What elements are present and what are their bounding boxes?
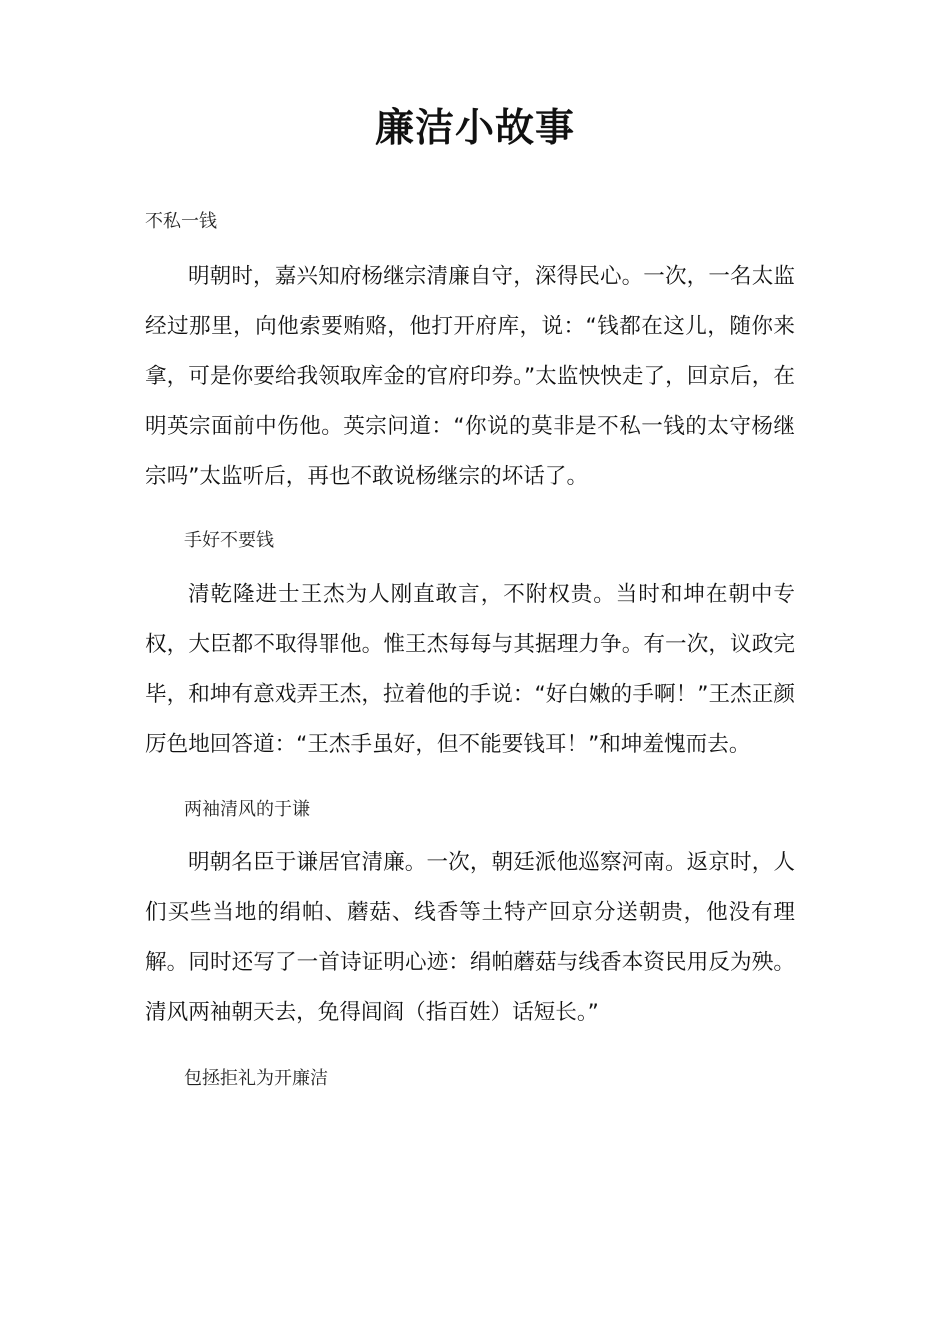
section-paragraph-2: 清乾隆进士王杰为人刚直敢言，不附权贵。当时和坤在朝中专权，大臣都不取得罪他。惟王杰每每与其据理力争。有一次，议政完毕，和坤有意戏弄王杰，拉着他的手说：“好白嫩的手啊！”王杰正颜厉色地回答道：“王杰手虽好，但不能要钱耳！”和坤羞愧而去。 [145,582,795,757]
page-title: 廉洁小故事 [374,106,575,151]
section-heading-4: 包拯拒礼为开廉洁 [184,1068,328,1089]
section-paragraph-3: 明朝名臣于谦居官清廉。一次，朝廷派他巡察河南。返京时，人们买些当地的绢帕、蘑菇、线香等土特产回京分送朝贵，他没有理解。同时还写了一首诗证明心迹：绢帕蘑菇与线香本资民用反为殃。清风两袖朝天去，免得闾阎（指百姓）话短长。” [145,850,795,1025]
section-heading-3: 两袖清风的于谦 [184,799,310,820]
section-heading-2: 手好不要钱 [184,530,274,551]
section-heading-1: 不私一钱 [145,211,217,232]
section-paragraph-1: 明朝时，嘉兴知府杨继宗清廉自守，深得民心。一次，一名太监经过那里，向他索要贿赂，他打开府库，说：“钱都在这儿，随你来拿，可是你要给我领取库金的官府印券。”太监怏怏走了，回京后，在明英宗面前中伤他。英宗问道：“你说的莫非是不私一钱的太守杨继宗吗”太监听后，再也不敢说杨继宗的坏话了。 [145,264,795,489]
